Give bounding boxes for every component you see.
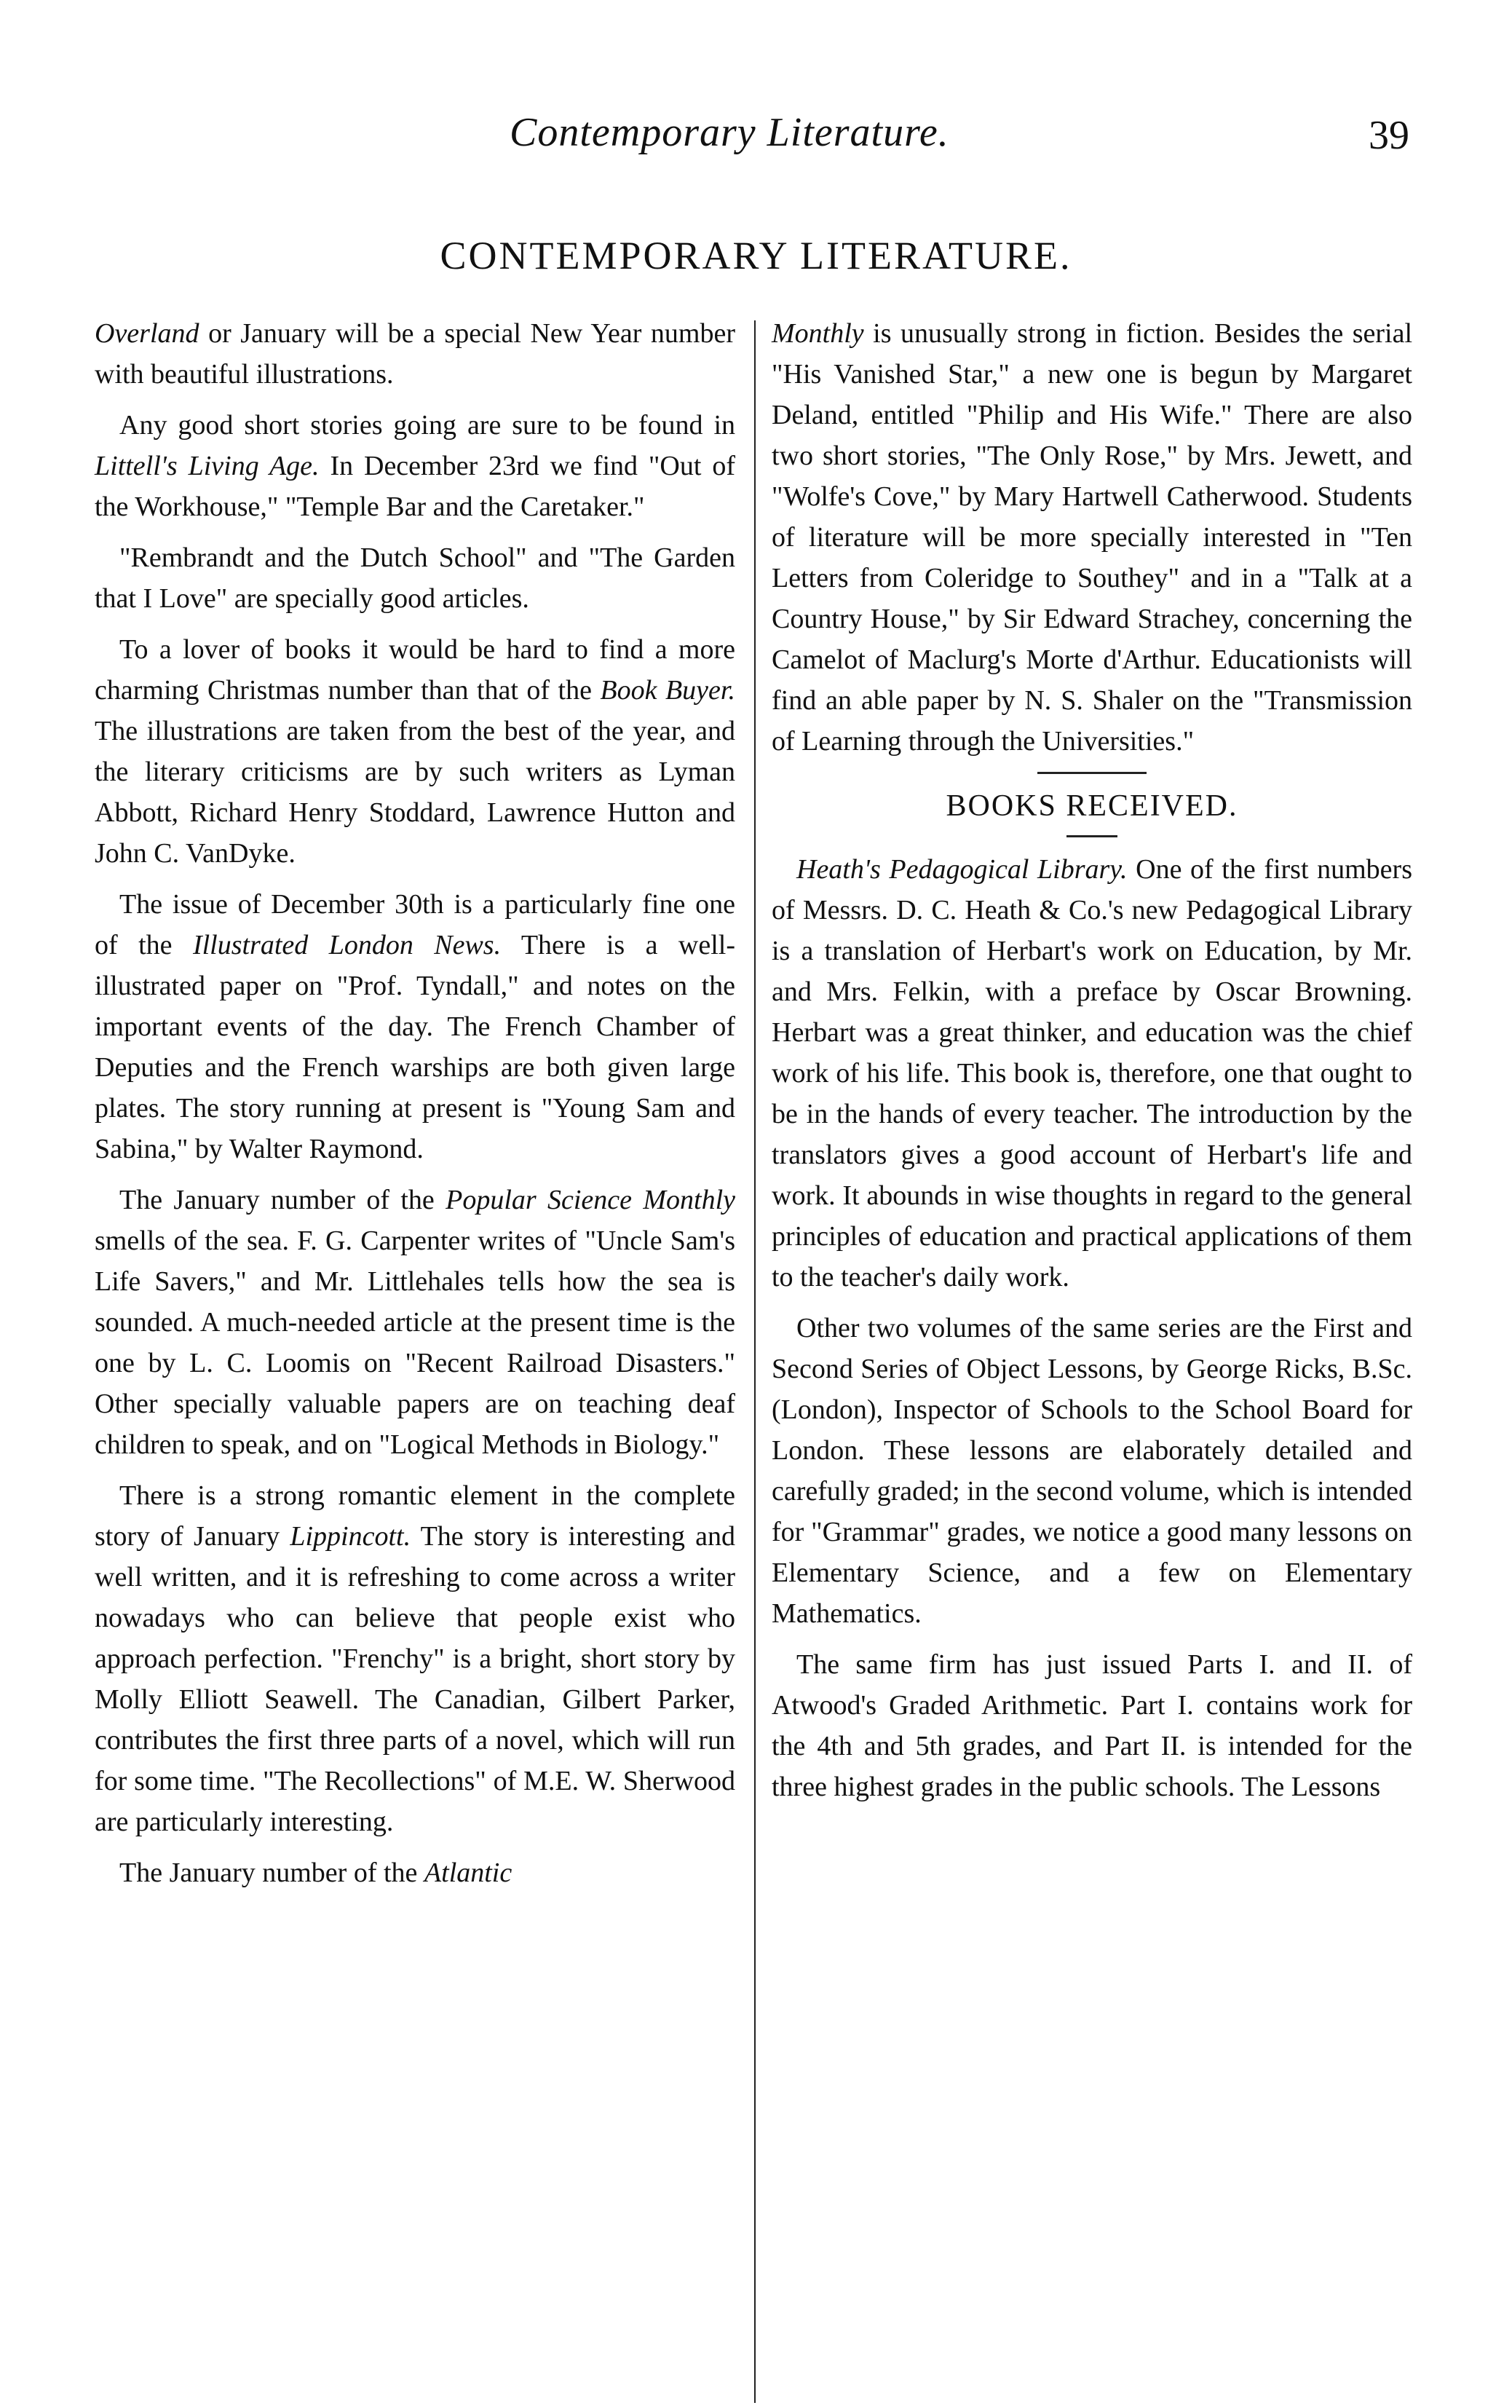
paragraph-text: The illustrations are taken from the best of the year, and the literary criticisms are by such writers as Lyman Abbott, Richard Henry Stoddard, Lawrence Hutton and John C. VanDyke. [95,716,735,869]
magazine-title: Book Buyer. [600,675,735,706]
paragraph-text: There is a well-illustrated paper on "Prof. Tyndall," and notes on the important events of the day. The French Chamber of Deputies and the French warships are both given large plates. The story running at present is "Young Sam and Sabina," by Walter Raymond. [95,930,736,1164]
section-title: CONTEMPORARY LITERATURE. [440,234,1072,277]
paragraph-object-lessons [772,1308,1412,1634]
paragraph-text: or January will be a special New Year number with beautiful illustrations. [95,318,735,390]
paragraph-text: To a lover of books it would be hard to find a more charming Christmas number than that of the [95,634,735,706]
paragraph-text: In December 23rd we find "Out of the Workhouse," "Temple Bar and the Caretaker." [95,451,735,522]
paragraph-text: is unusually strong in fiction. Besides the serial "His Vanished Star," a new one is begun by Margaret Deland, entitled "Philip and His Wife." There are also two short stories, "The Only Rose," by Mrs. Jewett, and "Wolfe's Cove," by Mary Hartwell Catherwood. Students of literature will be more specially interested in "Ten Letters from Coleridge to Southey" and in a "Talk at a Country House," by Sir Edward Strachey, concerning the Camelot of Maclurg's Morte d'Arthur. Educationists will find an able paper by N. S. Shaler on the "Transmission of Learning through the Universities." [772,318,1412,757]
paragraph-text: Any good short stories going are sure to be found in [119,410,735,441]
paragraph-text: smells of the sea. F. G. Carpenter writes of "Uncle Sam's Life Savers," and Mr. Littlehales tells how the sea is sounded. A much-needed article at the present time is the one by L. C. Loomis on "Recent Railroad Disasters." Other specially valuable papers are on teaching deaf children to speak, and on "Logical Methods in Biology." [95,1225,735,1460]
paragraph-text: "Rembrandt and the Dutch School" and "The Garden that I Love" are specially good articles. [95,542,735,614]
magazine-title: Overland [95,318,199,349]
running-title: Contemporary Literature. [510,110,949,155]
column-divider [754,320,756,2403]
paragraph-overland [95,313,735,395]
paragraph-text: The same firm has just issued Parts I. and II. of Atwood's Graded Arithmetic. Part I. contains work for the 4th and 5th grades, and Part II. is intended for the three highest grades in the public schools. The Lessons [772,1649,1412,1802]
paragraph-arithmetic [772,1644,1412,1807]
magazine-title: Monthly [772,318,864,349]
book-title: Heath's Pedagogical Library. [796,854,1128,885]
page-number: 39 [1369,113,1409,158]
right-column [772,313,1412,1817]
paragraph-book-buyer [95,629,735,874]
books-received-heading: BOOKS RECEIVED. [946,789,1238,823]
paragraph-heath [772,849,1412,1298]
paragraph-text: Other two volumes of the same series are the First and Second Series of Object Lessons, by George Ricks, B.Sc. (London), Inspector of Schools to the School Board for London. These lessons are elaborately detailed and carefully graded; in the second volume, which is intended for "Grammar" grades, we notice a good many lessons on Elementary Science, and a few on Elementary Mathematics. [772,1313,1412,1629]
paragraph-atlantic-continued [772,313,1412,762]
paragraph-text: The January number of the [119,1858,424,1888]
paragraph-text: There is a strong romantic element in the complete story of January [95,1480,735,1552]
paragraph-text: The January number of the [119,1185,446,1215]
paragraph-text: The issue of December 30th is a particularly fine one of the [95,889,735,960]
magazine-title: Lippincott. [290,1521,411,1552]
magazine-title: Popular Science Monthly [446,1185,735,1215]
paragraph-text: One of the first numbers of Messrs. D. C. Heath & Co.'s new Pedagogical Library is a translation of Herbart's work on Education, by Mr. and Mrs. Felkin, with a preface by Oscar Browning. Herbart was a great thinker, and education was the chief work of his life. This book is, therefore, one that ought to be in the hands of every teacher. The introduction by the translators gives a good account of Herbart's life and work. It abounds in wise thoughts in regard to the general principles of education and practical applications of them to the teacher's daily work. [772,854,1412,1292]
paragraph-popular-science [95,1180,735,1465]
paragraph-living-age [95,405,735,527]
magazine-title: Littell's Living Age. [95,451,320,481]
running-head [0,109,1512,167]
paragraph-rembrandt [95,537,735,619]
heading-rule [1066,835,1117,837]
paragraph-london-news [95,884,735,1169]
paragraph-atlantic [95,1852,735,1893]
section-rule [1037,772,1147,774]
paragraph-text: The story is interesting and well written, and it is refreshing to come across a writer nowadays who can believe that people exist who approach perfection. "Frenchy" is a bright, short story by Molly Elliott Seawell. The Canadian, Gilbert Parker, contributes the first three parts of a novel, which will run for some time. "The Recollections" of M.E. W. Sherwood are particularly interesting. [95,1521,735,1837]
left-column [95,313,735,1903]
paragraph-lippincott [95,1475,735,1842]
magazine-title: Atlantic [424,1858,512,1888]
magazine-title: Illustrated London News. [192,930,502,960]
